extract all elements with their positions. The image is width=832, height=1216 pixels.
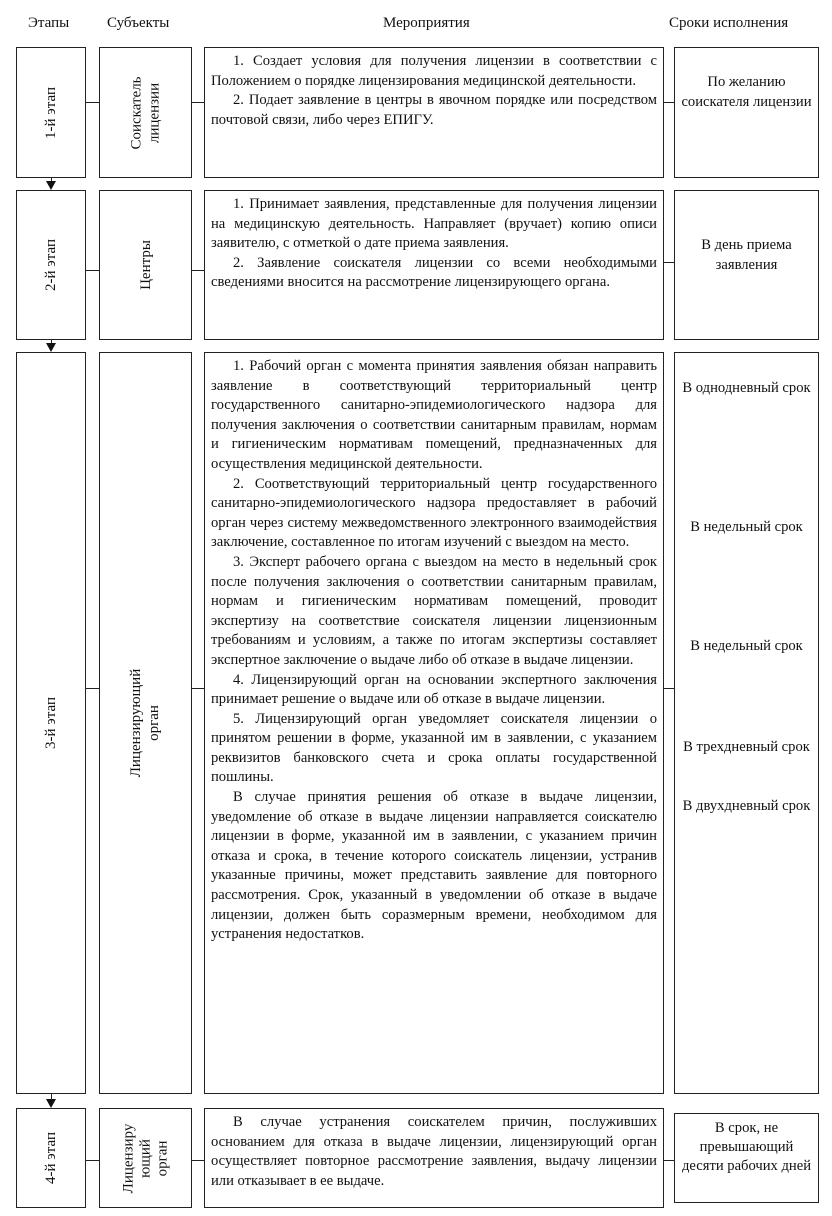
activity-item: 3. Эксперт рабочего органа с выездом на место в недельный срок после получения заключения о соответствии санитарным правилам, нормам и гигиеническим нормативам помещений, проводит экспертизу на соответствие соискателя лицензии лицензионным требованиям и условиям, а также по итогам экспертизы составляет экспертное заключение о выдаче либо об отказе в выдаче лицензии. xyxy=(211,553,657,668)
stage-4-box xyxy=(16,1108,86,1208)
header-activities: Мероприятия xyxy=(383,15,470,31)
connector-line xyxy=(192,1160,204,1161)
stage-2-subject-box xyxy=(99,190,192,340)
stage-2-activities-box xyxy=(204,190,664,340)
stage-3-subject-box xyxy=(99,352,192,1094)
stage-2-subject: Центры xyxy=(137,240,154,290)
stage-1-activities xyxy=(205,48,663,130)
connector-line xyxy=(86,688,99,689)
stage-1-activities-box xyxy=(204,47,664,178)
stage-2-box xyxy=(16,190,86,340)
stage-4-activities xyxy=(205,1109,663,1191)
activity-item: 2. Подает заявление в центры в явочном порядке или посредством почтовой связи, либо через ЕПИГУ. xyxy=(211,92,657,128)
activity-item: В случае устранения соискателем причин, послуживших основанием для отказа в выдаче лицензии, лицензирующий орган осуществляет повторное рассмотрение заявления, выдачу лицензии или отказывает в ее выдаче. xyxy=(211,1114,657,1189)
connector-line xyxy=(664,102,674,103)
stage-2-term: В день приема заявления xyxy=(701,237,792,273)
stage-4-label: 4-й этап xyxy=(43,1132,59,1184)
stage-3-term-3: В недельный срок xyxy=(690,638,803,654)
stage-4-subject-box xyxy=(99,1108,192,1208)
stage-3-subject: Лицензирующий орган xyxy=(128,668,163,778)
header-stages: Этапы xyxy=(28,15,70,31)
connector-line xyxy=(86,270,99,271)
arrow-down-icon xyxy=(46,1099,56,1108)
connector-line xyxy=(192,102,204,103)
connector-line xyxy=(664,1160,674,1161)
activity-item: 2. Соответствующий территориальный центр государственного санитарно-эпидемиологического надзора предоставляет в рабочий орган через систему межведомственного электронного взаимодействия заключение, составленное по итогам изучений с выездом на место. xyxy=(211,475,657,551)
activity-item: 5. Лицензирующий орган уведомляет соискателя лицензии о принятом решении в форме, указанной им в заявлении, с указанием реквизитов банковского счета и срока оплаты государственной пошлины. xyxy=(211,710,657,786)
activity-item: 1. Принимает заявления, представленные для получения лицензии на медицинскую деятельность. Направляет (вручает) копию описи заявителю, с отметкой о дате приема заявления. xyxy=(211,196,657,252)
stage-3-term-box xyxy=(674,352,819,1094)
stage-1-box xyxy=(16,47,86,178)
header-subjects: Субъекты xyxy=(107,15,170,31)
stage-4-activities-box xyxy=(204,1108,664,1208)
activity-item: 1. Рабочий орган с момента принятия заявления обязан направить заявление в соответствующий территориальный центр государственного санитарно-эпидемиологического надзора для получения заключения о соответствии санитарным правилам, нормам и гигиеническим нормативам помещений, предназначенных для осуществления медицинской деятельности. xyxy=(211,358,657,472)
stage-3-term-5: В двухдневный срок xyxy=(682,798,811,814)
stage-4-term: В срок, не превышающий десяти рабочих дней xyxy=(681,1120,812,1174)
stage-1-label: 1-й этап xyxy=(43,86,59,139)
stage-4-subject: Лицензиру ющий орган xyxy=(119,1123,170,1193)
activity-item: 1. Создает условия для получения лицензии в соответствии с Положением о порядке лицензирования медицинской деятельности. xyxy=(211,53,657,89)
stage-1-term-box xyxy=(674,47,819,178)
connector-line xyxy=(192,688,204,689)
stage-3-activities-box xyxy=(204,352,664,1094)
activity-item: 2. Заявление соискателя лицензии со всеми необходимыми сведениями вносится на рассмотрение лицензирующего органа. xyxy=(211,254,657,291)
stage-3-box xyxy=(16,352,86,1094)
stage-1-subject: Соискатель лицензии xyxy=(128,75,163,150)
stage-1-term: По желанию соискателя лицензии xyxy=(681,74,812,110)
stage-2-term-box xyxy=(674,190,819,340)
stage-2-label: 2-й этап xyxy=(43,239,59,291)
stage-3-term-1: В однодневный срок xyxy=(682,380,811,396)
stage-3-activities xyxy=(205,353,663,945)
stage-3-label: 3-й этап xyxy=(43,697,59,749)
activity-item: 4. Лицензирующий орган на основании экспертного заключения принимает решение о выдаче или об отказе в выдаче лицензии. xyxy=(211,671,657,708)
stage-3-term-4: В трехдневный срок xyxy=(683,739,810,755)
arrow-down-icon xyxy=(46,343,56,352)
connector-line xyxy=(192,270,204,271)
connector-line xyxy=(664,688,674,689)
stage-4-term-box xyxy=(674,1113,819,1203)
activity-item: В случае принятия решения об отказе в выдаче лицензии, уведомление об отказе в выдаче лицензии направляется соискателю лицензии в форме, указанной им в заявлении, с указанием причин отказа и срока, в течение которого соискатель лицензии, устранив указанные причины, может представить заявление для повторного рассмотрения. Срок, указанный в уведомлении об отказе в выдаче лицензии, должен быть соразмерным времени, необходимом для устранения недостатков. xyxy=(211,789,657,943)
stage-1-subject-box xyxy=(99,47,192,178)
stage-3-term-2: В недельный срок xyxy=(690,519,803,535)
stage-2-activities xyxy=(205,191,663,293)
connector-line xyxy=(86,1160,99,1161)
connector-line xyxy=(664,262,674,263)
header-deadlines: Сроки исполнения xyxy=(669,15,789,31)
connector-line xyxy=(86,102,99,103)
arrow-down-icon xyxy=(46,181,56,190)
